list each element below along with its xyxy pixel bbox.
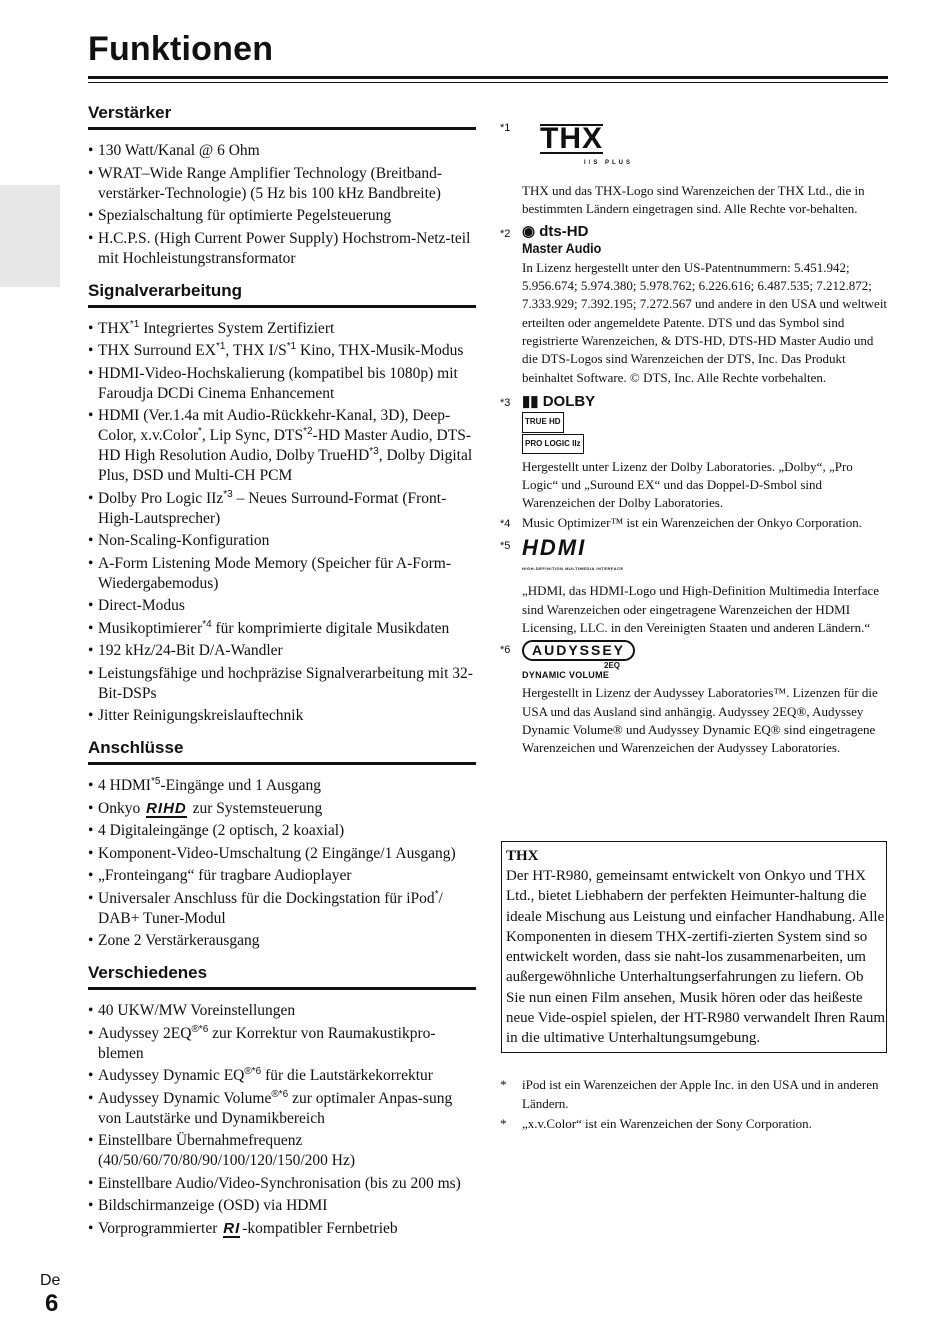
- list-item: • HDMI (Ver.1.4a mit Audio-Rückkehr-Kanal, 3D), Deep-Color, x.v.Color*, Lip Sync, DTS$^{*2}$-HD Master Audio, DTS-HD High Resolution Audio, Dolby TrueHD$^{*3}$, Dolby Digital Plus, DSD und Multi-CH PCM: [88, 406, 476, 486]
- footnote-music-optimizer: [500, 514, 890, 532]
- list-item: • Komponent-Video-Umschaltung (2 Eingänge/1 Ausgang): [88, 844, 476, 864]
- list-item: • Einstellbare Übernahmefrequenz (40/50/60/70/80/90/100/120/150/200 Hz): [88, 1131, 476, 1171]
- footnote-dts: [500, 224, 890, 387]
- note-item: * „x.v.Color“ ist ein Warenzeichen der Sony Corporation.: [500, 1116, 812, 1131]
- section-heading: Anschlüsse: [88, 738, 476, 765]
- footnote-text: In Lizenz hergestellt unter den US-Patentnummern: 5.451.942; 5.956.674; 5.974.380; 5.978.762; 6.226.616; 6.487.535; 7.212.872; 7.333.929; 7.392.195; 7.272.567 und andere in den USA und weltweit erteilten oder angemeldete Patente. DTS und das Symbol sind registrierte Warenzeichen, & DTS-HD, DTS-HD Master Audio und die DTS-Logos sind Warenzeichen der DTS, Inc. Das Produkt beinhaltet Software. © DTS, Inc. Alle Rechte vorbehalten.: [522, 259, 888, 385]
- footnote-mark: *2: [500, 227, 511, 240]
- list-item: • THX$^{*1}$ Integriertes System Zertifiziert: [88, 319, 476, 339]
- rihd-logo-icon: RIHD: [146, 799, 187, 817]
- ri-logo-icon: RI: [223, 1219, 241, 1237]
- list-item: • Audyssey Dynamic $EQ^{®*6}$ für die Lautstärkekorrektur: [88, 1066, 476, 1086]
- language-label: De: [40, 1272, 61, 1289]
- feature-list: [88, 319, 476, 727]
- list-item: • Jitter Reinigungskreislauftechnik: [88, 706, 476, 726]
- footnote-dolby: [500, 393, 890, 513]
- section-verschiedenes: [88, 963, 476, 1239]
- title-rule: [88, 76, 888, 79]
- footnote-hdmi: [500, 536, 890, 637]
- list-item: • Vorprogrammierter RI -kompatibler Fernbetrieb: [88, 1219, 476, 1239]
- list-item: • Onkyo RIHD zur Systemsteuerung: [88, 799, 476, 819]
- footnote-text: Hergestellt unter Lizenz der Dolby Laboratories. „Dolby“, „Pro Logic“ und „Suround EX“ und das Doppel-D-Smbol sind Warenzeichen der Dolby Laboratories.: [522, 458, 853, 511]
- list-item: • 192 kHz/24-Bit D/A-Wandler: [88, 641, 476, 661]
- section-signalverarbeitung: [88, 281, 476, 727]
- footnote-text: THX und das THX-Logo sind Warenzeichen der THX Ltd., die in bestimmten Ländern eingetragen sind. Alle Rechte vor-behalten.: [522, 183, 865, 217]
- footnote-audyssey: [500, 640, 890, 757]
- section-heading: Signalverarbeitung: [88, 281, 476, 308]
- list-item: • HDMI-Video-Hochskalierung (kompatibel bis 1080p) mit Faroudja DCDi Cinema Enhancement: [88, 364, 476, 404]
- list-item: • Non-Scaling-Konfiguration: [88, 531, 476, 551]
- thx-logo-icon: THX I/S PLUS: [540, 122, 634, 166]
- list-item: • Spezialschaltung für optimierte Pegelsteuerung: [88, 206, 476, 226]
- box-heading: THX: [506, 848, 539, 864]
- list-item: • 4 HDMI$^{*5}$-Eingänge und 1 Ausgang: [88, 776, 476, 796]
- dolby-logo-icon: ▮▮ DOLBY TRUE HD PRO LOGIC IIz: [522, 393, 890, 454]
- thx-info-box: [501, 841, 887, 1053]
- list-item: • Universaler Anschluss für die Dockingstation für iPod*/ DAB+ Tuner-Modul: [88, 889, 476, 929]
- list-item: • Leistungsfähige und hochpräzise Signalverarbeitung mit 32-Bit-DSPs: [88, 664, 476, 704]
- list-item: • Direct-Modus: [88, 596, 476, 616]
- title-rule-thin: [88, 82, 888, 83]
- side-tab: [0, 185, 60, 287]
- footnote-thx: [500, 118, 890, 219]
- list-item: • Audyssey Dynamic Volume$^{®*6}$ zur optimaler Anpas-sung von Lautstärke und Dynamikbereich: [88, 1089, 476, 1129]
- footnote-text: „HDMI, das HDMI-Logo und High-Definition Multimedia Interface sind Warenzeichen oder eingetragene Warenzeichen der HDMI Licensing, LLC. in den Vereinigten Staaten und anderen Ländern.“: [522, 583, 880, 635]
- footnote-mark: *5: [500, 540, 511, 553]
- audyssey-logo-icon: AUDYSSEY 2EQ DYNAMIC VOLUME: [522, 640, 890, 680]
- section-heading: Verschiedenes: [88, 963, 476, 990]
- footnote-text: Hergestellt in Lizenz der Audyssey Laboratories™. Lizenzen für die USA und das Ausland sind anhängig. Audyssey 2EQ®, Audyssey Dynamic Volume® und Audyssey Dynamic EQ® sind eingetragene Warenzeichen und Warenzeichen der Audyssey Laboratories.: [522, 685, 878, 756]
- list-item: • Audyssey $2EQ^{®*6}$ zur Korrektur von Raumakustikpro-blemen: [88, 1024, 476, 1064]
- footnote-mark: *6: [500, 644, 511, 657]
- footnote-mark: *4: [500, 517, 511, 530]
- footnote-mark: *3: [500, 396, 511, 409]
- page-title: Funktionen: [88, 30, 274, 68]
- section-verstaerker: [88, 103, 476, 269]
- list-item: • H.C.P.S. (High Current Power Supply) Hochstrom-Netz-teil mit Hochleistungstransformator: [88, 229, 476, 269]
- list-item: • 130 Watt/Kanal @ 6 Ohm: [88, 141, 476, 161]
- trademark-notes: [500, 1076, 890, 1136]
- footnotes-column: [500, 118, 890, 757]
- list-item: • Musikoptimierer$^{*4}$ für komprimierte digitale Musikdaten: [88, 619, 476, 639]
- feature-list: [88, 776, 476, 951]
- feature-list: [88, 141, 476, 269]
- list-item: • WRAT–Wide Range Amplifier Technology (Breitband-verstärker-Technologie) (5 Hz bis 100 kHz Bandbreite): [88, 164, 476, 204]
- list-item: • Bildschirmanzeige (OSD) via HDMI: [88, 1196, 476, 1216]
- list-item: • THX Surround EX$^{*1}$, THX $I/S^{*1}$ Kino, THX-Musik-Modus: [88, 341, 476, 361]
- list-item: • Zone 2 Verstärkerausgang: [88, 931, 476, 951]
- note-item: * iPod ist ein Warenzeichen der Apple Inc. in den USA und in anderen Ländern.: [500, 1077, 879, 1111]
- footnote-text: Music Optimizer™ ist ein Warenzeichen der Onkyo Corporation.: [522, 514, 862, 530]
- list-item: • Einstellbare Audio/Video-Synchronisation (bis zu 200 ms): [88, 1174, 476, 1194]
- footnote-mark: *1: [500, 122, 511, 134]
- list-item: • A-Form Listening Mode Memory (Speicher für A-Form-Wiedergabemodus): [88, 554, 476, 594]
- list-item: • 4 Digitaleingänge (2 optisch, 2 koaxial): [88, 821, 476, 841]
- box-text: Der HT-R980, gemeinsamt entwickelt von Onkyo und THX Ltd., bietet Liebhabern der perfekten Heimunter-haltung die ideale Mischung aus Leistung und einfacher Handhabung. Alle Komponenten in diesem THX-zertifi-zierten System sind so entwickelt worden, dass sie naht-los zusammenarbeiten, um außergewöhnliche Unterhaltungserfahrungen zu liefern. Ob Sie nun einen Film ansehen, Musik hören oder das heißeste neue Vide-ospiel spielen, der HT-R980 verwandelt Ihren Raum in die ultimative Unterhaltungsumgebung.: [506, 868, 885, 1047]
- list-item: • Dolby Pro Logic IIz$^{*3}$ – Neues Surround-Format (Front-High-Lautsprecher): [88, 489, 476, 529]
- section-heading: Verstärker: [88, 103, 476, 130]
- left-column: [88, 103, 476, 1251]
- dts-logo-icon: ◉ dts-HD Master Audio: [522, 222, 602, 256]
- list-item: • „Fronteingang“ für tragbare Audioplayer: [88, 866, 476, 886]
- list-item: • 40 UKW/MW Voreinstellungen: [88, 1001, 476, 1021]
- page-number: 6: [45, 1290, 59, 1317]
- feature-list: [88, 1001, 476, 1239]
- section-anschluesse: [88, 738, 476, 951]
- hdmi-logo-icon: HDMI HIGH-DEFINITION MULTIMEDIA INTERFACE: [522, 535, 624, 572]
